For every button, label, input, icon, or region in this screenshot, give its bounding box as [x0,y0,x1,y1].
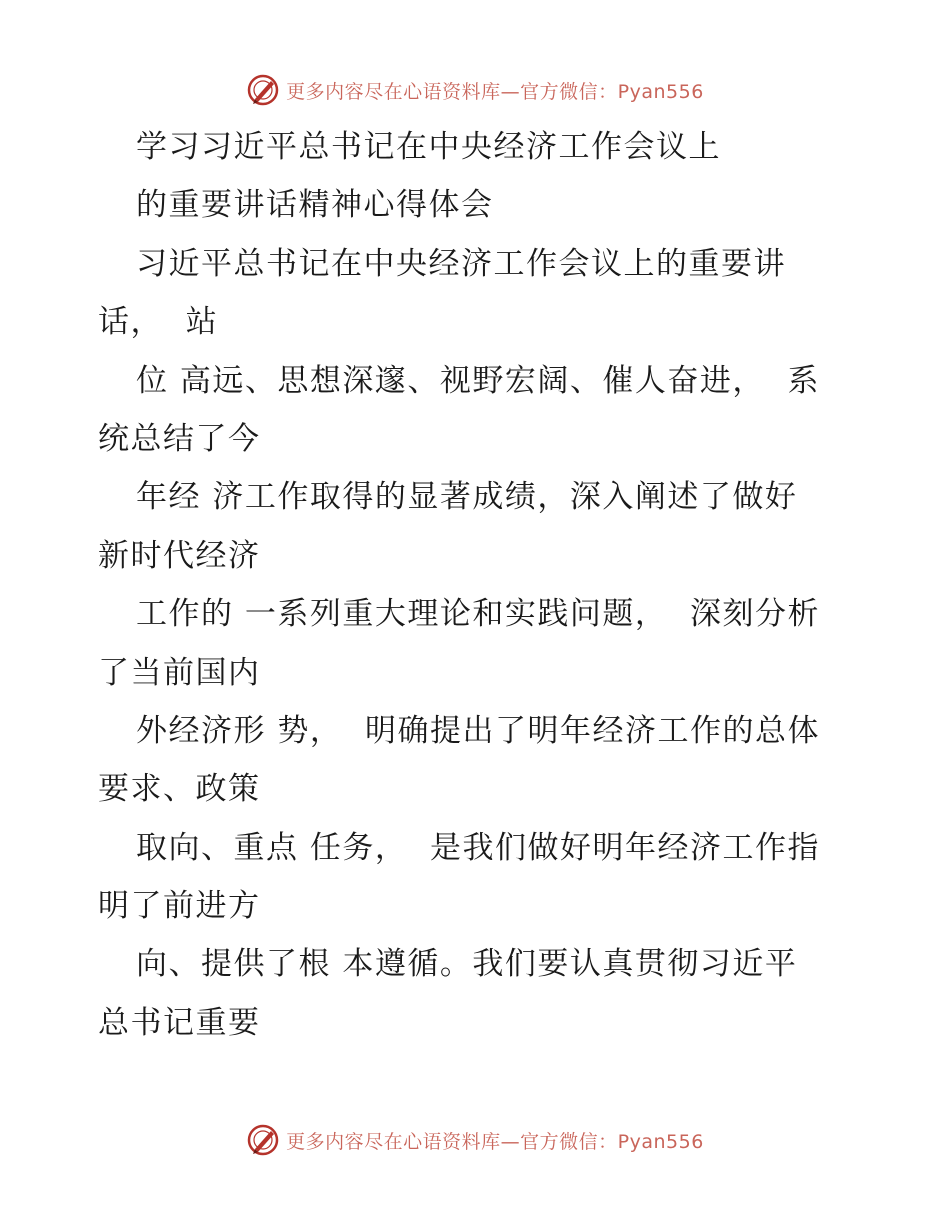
text-line: 取向、重点 任务， 是我们做好明年经济工作指 [136,829,821,866]
text-line: 习近平总书记在中央经济工作会议上的重要讲 [136,245,786,282]
text-line: 学习习近平总书记在中央经济工作会议上 [136,129,721,165]
text-line: 向、提供了根 本遵循。我们要认真贯彻习近平 [136,946,798,983]
text-line: 工作的 一系列重大理论和实践问题， 深刻分析 [136,596,821,633]
footer-banner [0,1120,950,1160]
header-banner [0,70,950,110]
text-line: 外经济形 势， 明确提出了明年经济工作的总体 [136,712,821,749]
text-line: 年经 济工作取得的显著成绩，深入阐述了做好 [136,479,798,516]
document-body [98,118,858,1052]
banner-text: 更多内容尽在心语资料库—官方微信：Pyan556 [286,1130,704,1153]
text-line: 新时代经济 [98,537,261,574]
text-line: 统总结了今 [98,420,261,457]
text-line: 话， 站 [98,304,219,341]
pen-logo-icon [246,1123,280,1157]
pen-logo-icon [246,73,280,107]
text-line: 要求、政策 [98,771,261,808]
text-line: 明了前进方 [98,888,261,925]
text-line: 的重要讲话精神心得体会 [136,187,494,224]
text-line: 总书记重要 [98,1004,261,1041]
text-line: 位 高远、思想深邃、视野宏阔、催人奋进， 系 [136,362,821,399]
banner-text: 更多内容尽在心语资料库—官方微信：Pyan556 [286,80,704,103]
text-line: 了当前国内 [98,654,261,691]
